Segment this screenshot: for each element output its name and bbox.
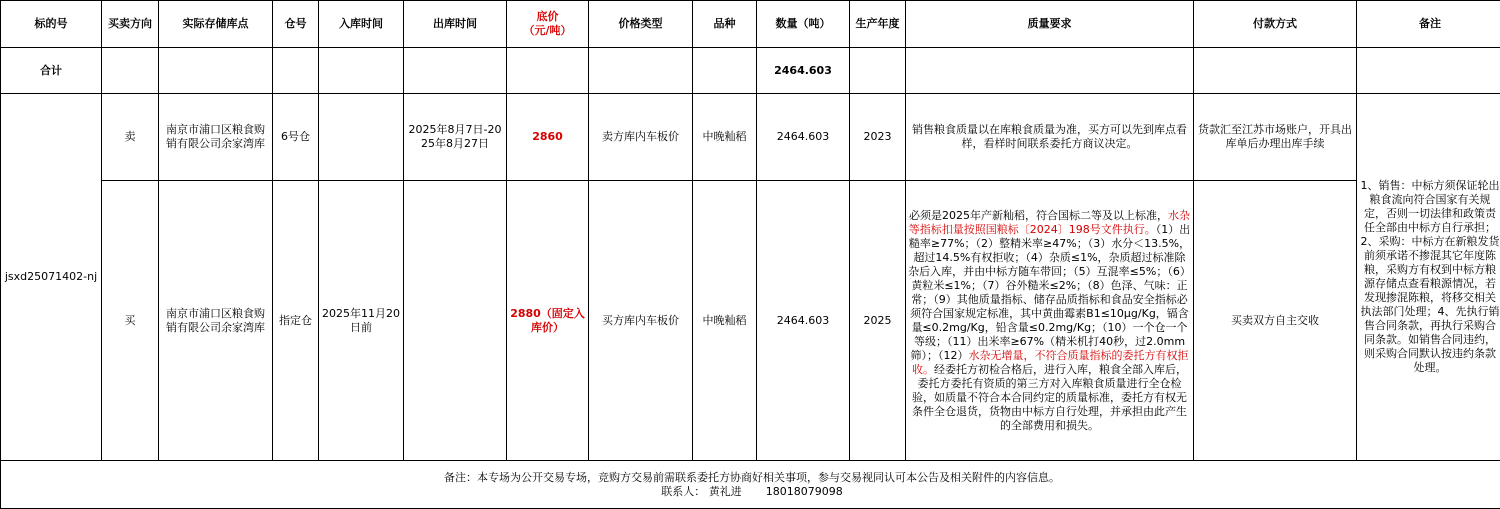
total-empty-cell bbox=[693, 48, 757, 94]
total-empty-cell bbox=[319, 48, 404, 94]
sell-variety: 中晚籼稻 bbox=[693, 94, 757, 181]
buy-price-type: 买方库内车板价 bbox=[589, 181, 693, 461]
header-out-time: 出库时间 bbox=[404, 1, 507, 48]
buy-direction: 买 bbox=[102, 181, 159, 461]
sell-quantity: 2464.603 bbox=[757, 94, 850, 181]
sell-direction: 卖 bbox=[102, 94, 159, 181]
header-price bbox=[507, 1, 589, 48]
total-empty-cell bbox=[507, 48, 589, 94]
buy-row bbox=[1, 181, 1500, 461]
header-lot-no: 标的号 bbox=[1, 1, 102, 48]
total-quantity: 2464.603 bbox=[757, 48, 850, 94]
sell-year: 2023 bbox=[850, 94, 906, 181]
header-price-line2: （元/吨） bbox=[523, 24, 572, 37]
sell-silo: 6号仓 bbox=[273, 94, 319, 181]
footer-note-cell bbox=[1, 461, 1500, 509]
sell-payment: 货款汇至江苏市场账户，开具出库单后办理出库手续 bbox=[1194, 94, 1357, 181]
sell-price-type: 卖方库内车板价 bbox=[589, 94, 693, 181]
sell-quality: 销售粮食质量以在库粮食质量为准，买方可以先到库点看样，看样时间联系委托方商议决定。 bbox=[906, 94, 1194, 181]
buy-quality bbox=[906, 181, 1194, 461]
sell-in-time bbox=[319, 94, 404, 181]
total-empty-cell bbox=[1194, 48, 1357, 94]
header-price-line1: 底价 bbox=[536, 10, 559, 23]
buy-location: 南京市浦口区粮食购销有限公司余家湾库 bbox=[159, 181, 273, 461]
buy-in-time: 2025年11月20日前 bbox=[319, 181, 404, 461]
buy-silo: 指定仓 bbox=[273, 181, 319, 461]
total-empty-cell bbox=[906, 48, 1194, 94]
footer-row bbox=[1, 461, 1500, 509]
remark: 1、销售：中标方须保证轮出粮食流向符合国家有关规定，否则一切法律和政策责任全部由中标方自行承担；2、采购：中标方在新粮发货前须承诺不掺混其它年度陈粮，采购方有权到中标方粮源存储点查看粮源情况，若发现掺混陈粮，将移交相关执法部门处理；4、先执行销售合同条款，再执行采购合同条款。如销售合同违约，则采购合同默认按违约条款处理。 bbox=[1357, 94, 1500, 461]
buy-price: 2880（固定入库价） bbox=[507, 181, 589, 461]
buy-quality-text: 经委托方初检合格后，进行入库，粮食全部入库后，委托方委托有资质的第三方对入库粮食质量进行全仓检验，如质量不符合本合同约定的质量标准，委托方有权无条件全仓退货，货物由中标方自行处理，并承担由此产生的全部费用和损失。 bbox=[912, 362, 1187, 432]
contact-label: 联系人： bbox=[661, 484, 706, 498]
contact-phone: 18018079098 bbox=[765, 484, 843, 498]
header-quality: 质量要求 bbox=[906, 1, 1194, 48]
buy-quality-text: （1）出糙率≥77%；（2）整精米率≥47%；（3）水分＜13.5%，超过14.5%有权拒收；（4）杂质≤1%，杂质超过标准除杂后入库，并由中标方随车带回；（5）互混率≤5%；（6）黄粒米≤1%；（7）谷外糙米≤2%；（8）色泽、气味：正常；（9）其他质量指标、储存品质指标和食品安全指标必须符合国家规定标准，其中黄曲霉素B1≤10μg/Kg，镉含量≤0.2mg/Kg，铅含量≤0.2mg/Kg；（10）一个仓一个等级；（11）出米率≥67%（精米机打40秒，过2.0mm筛）；（12） bbox=[908, 222, 1191, 362]
total-empty-cell bbox=[589, 48, 693, 94]
header-silo: 仓号 bbox=[273, 1, 319, 48]
total-empty-cell bbox=[273, 48, 319, 94]
sell-location: 南京市浦口区粮食购销有限公司余家湾库 bbox=[159, 94, 273, 181]
header-price-type: 价格类型 bbox=[589, 1, 693, 48]
total-empty-cell bbox=[404, 48, 507, 94]
buy-quality-highlight: 水杂无增量，不符合质量指标的委托方有权拒收。 bbox=[912, 348, 1189, 376]
lot-id: jsxd25071402-nj bbox=[1, 94, 102, 461]
header-variety: 品种 bbox=[693, 1, 757, 48]
sell-out-time: 2025年8月7日-2025年8月27日 bbox=[404, 94, 507, 181]
total-empty-cell bbox=[850, 48, 906, 94]
header-remark: 备注 bbox=[1357, 1, 1500, 48]
header-direction: 买卖方向 bbox=[102, 1, 159, 48]
buy-quality-text: 必须是2025年产新籼稻，符合国标二等及以上标准， bbox=[909, 208, 1168, 222]
sell-price: 2860 bbox=[507, 94, 589, 181]
contact-name: 黄礼进 bbox=[708, 484, 742, 498]
total-empty-cell bbox=[102, 48, 159, 94]
header-year: 生产年度 bbox=[850, 1, 906, 48]
total-label: 合计 bbox=[1, 48, 102, 94]
buy-variety: 中晚籼稻 bbox=[693, 181, 757, 461]
buy-quality-highlight: 水杂等指标扣量按照国粮标〔2024〕198号文件执行。 bbox=[908, 208, 1190, 236]
buy-quantity: 2464.603 bbox=[757, 181, 850, 461]
sell-row bbox=[1, 94, 1500, 181]
buy-payment: 买卖双方自主交收 bbox=[1194, 181, 1357, 461]
header-location: 实际存储库点 bbox=[159, 1, 273, 48]
total-empty-cell bbox=[1357, 48, 1500, 94]
footer-note: 备注：本专场为公开交易专场，竞购方交易前需联系委托方协商好相关事项，参与交易视同认可本公告及相关附件的内容信息。 bbox=[444, 470, 1060, 484]
header-row bbox=[1, 1, 1500, 48]
buy-year: 2025 bbox=[850, 181, 906, 461]
header-payment: 付款方式 bbox=[1194, 1, 1357, 48]
header-in-time: 入库时间 bbox=[319, 1, 404, 48]
buy-out-time bbox=[404, 181, 507, 461]
footer-contact bbox=[3, 485, 1500, 499]
header-quantity: 数量（吨） bbox=[757, 1, 850, 48]
total-empty-cell bbox=[159, 48, 273, 94]
total-row bbox=[1, 48, 1500, 94]
